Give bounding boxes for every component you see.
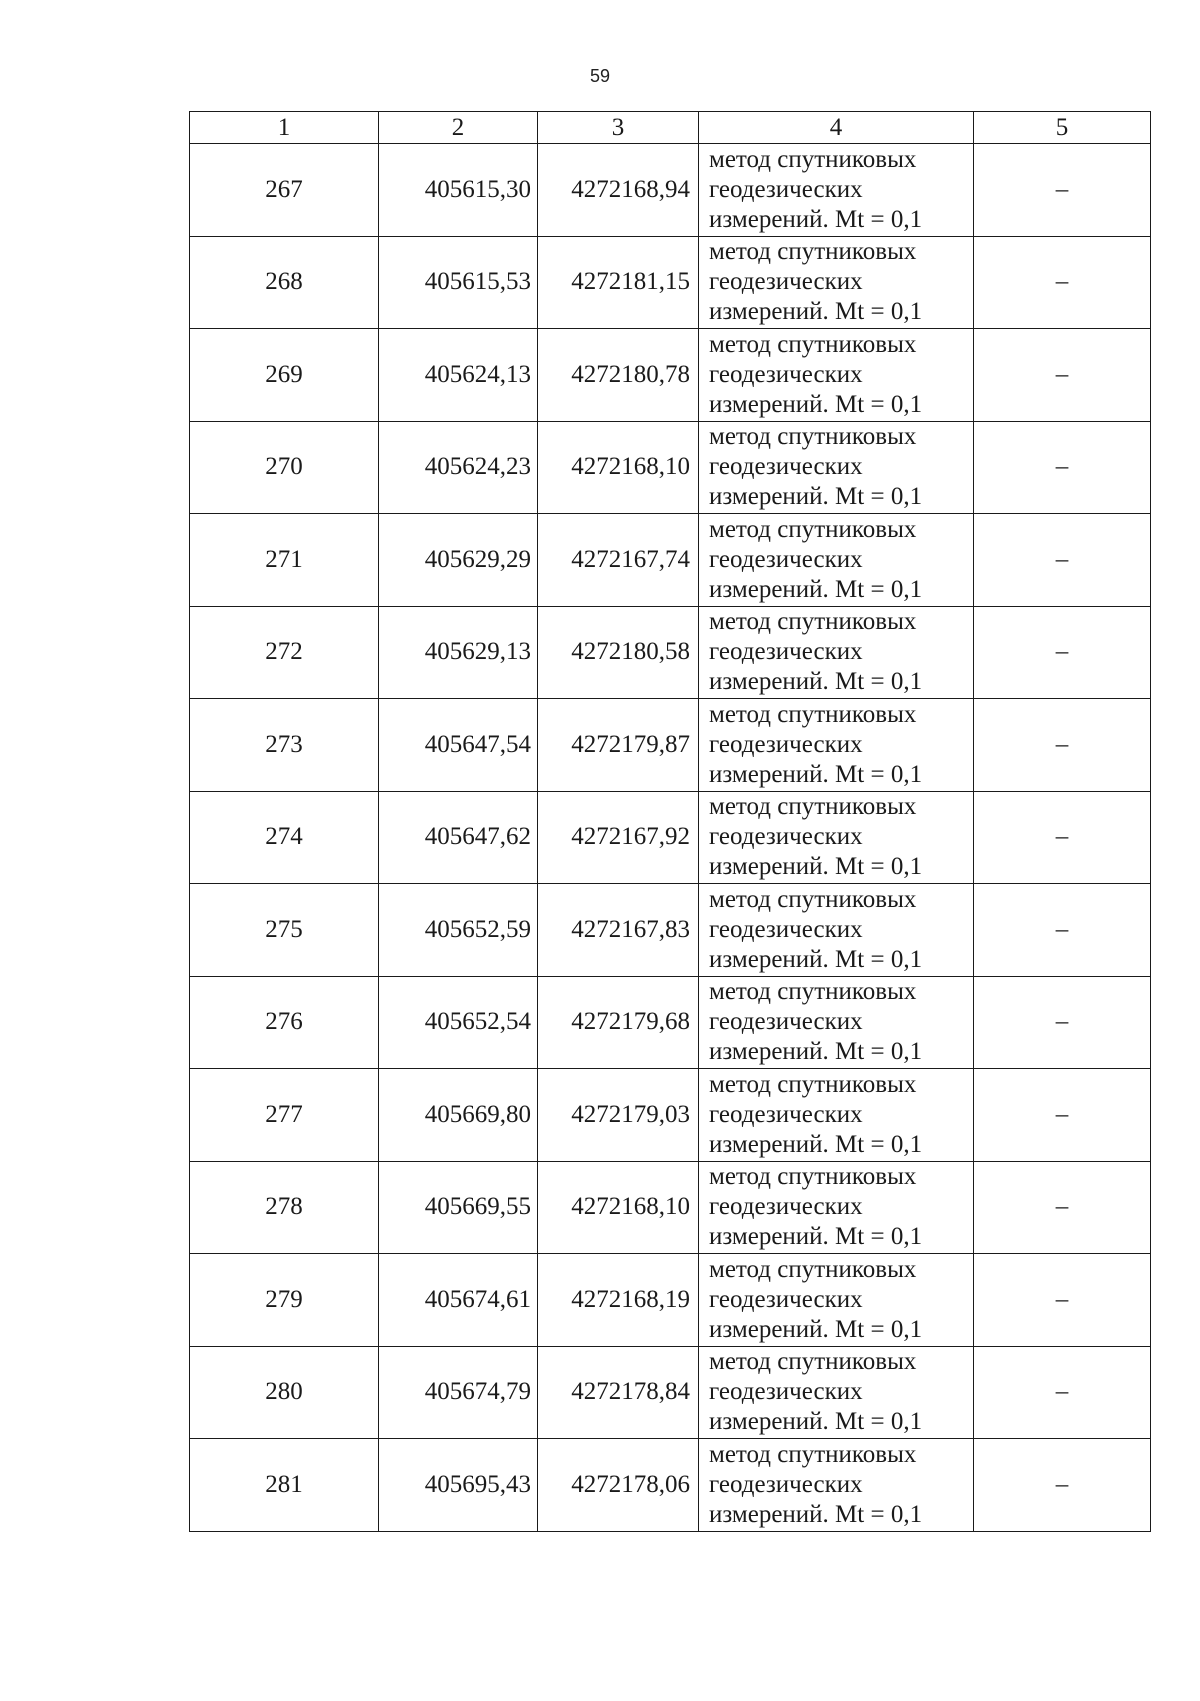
method-text-line1: метод спутниковых (709, 793, 917, 821)
x-coordinate-cell: 405615,53 (379, 236, 538, 329)
method-text-line2: геодезических (709, 1008, 863, 1036)
table-row (190, 1346, 1151, 1439)
method-text-line2: геодезических (709, 453, 863, 481)
method-description-cell (699, 884, 974, 977)
method-text-line3: измерений. Mt = 0,1 (709, 1038, 923, 1066)
method-text-line2: геодезических (709, 823, 863, 851)
method-text-line3: измерений. Mt = 0,1 (709, 575, 923, 603)
header-col-1: 1 (190, 112, 379, 144)
method-description-cell (699, 1069, 974, 1162)
x-coordinate-cell: 405629,29 (379, 514, 538, 607)
point-number-cell: 273 (190, 699, 379, 792)
point-number-cell: 276 (190, 976, 379, 1069)
point-number-cell: 267 (190, 144, 379, 237)
point-number-cell: 279 (190, 1254, 379, 1347)
method-description-cell (699, 421, 974, 514)
x-coordinate-cell: 405695,43 (379, 1439, 538, 1532)
method-text-line3: измерений. Mt = 0,1 (709, 1408, 923, 1436)
column-5-cell: – (974, 144, 1151, 237)
method-description-cell (699, 1161, 974, 1254)
y-coordinate-cell: 4272180,78 (538, 329, 699, 422)
method-description-cell (699, 144, 974, 237)
method-text-line2: геодезических (709, 268, 863, 296)
table-row (190, 144, 1151, 237)
header-row (190, 112, 1151, 144)
method-description-cell (699, 1254, 974, 1347)
method-text-line3: измерений. Mt = 0,1 (709, 1315, 923, 1343)
table-row (190, 699, 1151, 792)
point-number-cell: 275 (190, 884, 379, 977)
method-description-cell (699, 1346, 974, 1439)
y-coordinate-cell: 4272179,03 (538, 1069, 699, 1162)
y-coordinate-cell: 4272168,94 (538, 144, 699, 237)
method-text-line1: метод спутниковых (709, 1348, 917, 1376)
point-number-cell: 278 (190, 1161, 379, 1254)
point-number-cell: 270 (190, 421, 379, 514)
x-coordinate-cell: 405669,80 (379, 1069, 538, 1162)
column-5-cell: – (974, 329, 1151, 422)
x-coordinate-cell: 405624,23 (379, 421, 538, 514)
method-description-cell (699, 1439, 974, 1532)
table-row (190, 1069, 1151, 1162)
header-col-3: 3 (538, 112, 699, 144)
method-description-cell (699, 329, 974, 422)
y-coordinate-cell: 4272168,19 (538, 1254, 699, 1347)
method-text-line2: геодезических (709, 360, 863, 388)
point-number-cell: 271 (190, 514, 379, 607)
table-row (190, 884, 1151, 977)
column-5-cell: – (974, 791, 1151, 884)
method-text-line3: измерений. Mt = 0,1 (709, 945, 923, 973)
table-header (190, 112, 1151, 144)
column-5-cell: – (974, 1161, 1151, 1254)
x-coordinate-cell: 405652,59 (379, 884, 538, 977)
x-coordinate-cell: 405652,54 (379, 976, 538, 1069)
x-coordinate-cell: 405647,62 (379, 791, 538, 884)
column-5-cell: – (974, 514, 1151, 607)
method-text-line1: метод спутниковых (709, 1070, 917, 1098)
column-5-cell: – (974, 1069, 1151, 1162)
y-coordinate-cell: 4272178,06 (538, 1439, 699, 1532)
column-5-cell: – (974, 1254, 1151, 1347)
header-col-4: 4 (699, 112, 974, 144)
column-5-cell: – (974, 699, 1151, 792)
method-text-line2: геодезических (709, 545, 863, 573)
header-col-5: 5 (974, 112, 1151, 144)
column-5-cell: – (974, 236, 1151, 329)
x-coordinate-cell: 405624,13 (379, 329, 538, 422)
table-row (190, 791, 1151, 884)
method-text-line3: измерений. Mt = 0,1 (709, 1223, 923, 1251)
method-text-line1: метод спутниковых (709, 700, 917, 728)
point-number-cell: 280 (190, 1346, 379, 1439)
method-text-line2: геодезических (709, 1100, 863, 1128)
column-5-cell: – (974, 1439, 1151, 1532)
method-text-line1: метод спутниковых (709, 238, 917, 266)
method-text-line3: измерений. Mt = 0,1 (709, 298, 923, 326)
method-description-cell (699, 514, 974, 607)
column-5-cell: – (974, 1346, 1151, 1439)
method-text-line3: измерений. Mt = 0,1 (709, 390, 923, 418)
table-row (190, 421, 1151, 514)
method-text-line2: геодезических (709, 175, 863, 203)
method-description-cell (699, 791, 974, 884)
column-5-cell: – (974, 884, 1151, 977)
point-number-cell: 272 (190, 606, 379, 699)
method-text-line1: метод спутниковых (709, 885, 917, 913)
method-text-line3: измерений. Mt = 0,1 (709, 1130, 923, 1158)
point-number-cell: 274 (190, 791, 379, 884)
x-coordinate-cell: 405629,13 (379, 606, 538, 699)
y-coordinate-cell: 4272168,10 (538, 421, 699, 514)
x-coordinate-cell: 405669,55 (379, 1161, 538, 1254)
method-text-line3: измерений. Mt = 0,1 (709, 205, 923, 233)
column-5-cell: – (974, 976, 1151, 1069)
method-text-line3: измерений. Mt = 0,1 (709, 1500, 923, 1528)
table-body (190, 144, 1151, 1532)
method-text-line3: измерений. Mt = 0,1 (709, 668, 923, 696)
table-row (190, 606, 1151, 699)
method-text-line1: метод спутниковых (709, 608, 917, 636)
table-row (190, 514, 1151, 607)
table-row (190, 1161, 1151, 1254)
method-text-line2: геодезических (709, 638, 863, 666)
x-coordinate-cell: 405674,61 (379, 1254, 538, 1347)
column-5-cell: – (974, 421, 1151, 514)
method-text-line3: измерений. Mt = 0,1 (709, 853, 923, 881)
y-coordinate-cell: 4272179,68 (538, 976, 699, 1069)
point-number-cell: 268 (190, 236, 379, 329)
method-description-cell (699, 606, 974, 699)
x-coordinate-cell: 405615,30 (379, 144, 538, 237)
method-description-cell (699, 699, 974, 792)
y-coordinate-cell: 4272181,15 (538, 236, 699, 329)
x-coordinate-cell: 405647,54 (379, 699, 538, 792)
method-text-line2: геодезических (709, 1470, 863, 1498)
method-text-line1: метод спутниковых (709, 1255, 917, 1283)
method-text-line1: метод спутниковых (709, 145, 917, 173)
point-number-cell: 277 (190, 1069, 379, 1162)
method-text-line3: измерений. Mt = 0,1 (709, 760, 923, 788)
method-description-cell (699, 236, 974, 329)
method-text-line2: геодезических (709, 1285, 863, 1313)
y-coordinate-cell: 4272180,58 (538, 606, 699, 699)
method-text-line1: метод спутниковых (709, 1440, 917, 1468)
y-coordinate-cell: 4272167,83 (538, 884, 699, 977)
method-text-line1: метод спутниковых (709, 515, 917, 543)
table-row (190, 1439, 1151, 1532)
point-number-cell: 269 (190, 329, 379, 422)
method-text-line1: метод спутниковых (709, 330, 917, 358)
coordinates-table (189, 111, 1151, 1532)
y-coordinate-cell: 4272179,87 (538, 699, 699, 792)
y-coordinate-cell: 4272167,92 (538, 791, 699, 884)
table-row (190, 329, 1151, 422)
method-text-line1: метод спутниковых (709, 423, 917, 451)
x-coordinate-cell: 405674,79 (379, 1346, 538, 1439)
table-row (190, 236, 1151, 329)
method-text-line1: метод спутниковых (709, 978, 917, 1006)
y-coordinate-cell: 4272178,84 (538, 1346, 699, 1439)
column-5-cell: – (974, 606, 1151, 699)
method-text-line2: геодезических (709, 1378, 863, 1406)
y-coordinate-cell: 4272168,10 (538, 1161, 699, 1254)
method-text-line1: метод спутниковых (709, 1163, 917, 1191)
method-text-line2: геодезических (709, 915, 863, 943)
y-coordinate-cell: 4272167,74 (538, 514, 699, 607)
method-description-cell (699, 976, 974, 1069)
table-row (190, 1254, 1151, 1347)
point-number-cell: 281 (190, 1439, 379, 1532)
method-text-line2: геодезических (709, 730, 863, 758)
method-text-line2: геодезических (709, 1193, 863, 1221)
page-number: 59 (589, 66, 611, 86)
table-row (190, 976, 1151, 1069)
method-text-line3: измерений. Mt = 0,1 (709, 483, 923, 511)
header-col-2: 2 (379, 112, 538, 144)
